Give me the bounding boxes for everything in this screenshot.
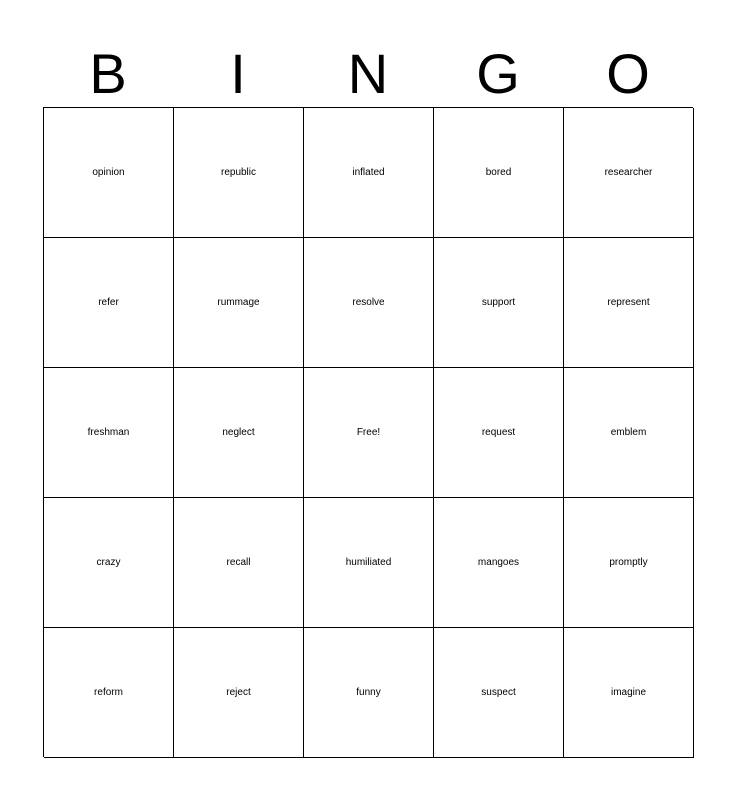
bingo-cell[interactable]: funny <box>304 628 434 758</box>
bingo-cell[interactable]: humiliated <box>304 498 434 628</box>
bingo-cell[interactable]: researcher <box>564 108 694 238</box>
bingo-cell[interactable]: freshman <box>44 368 174 498</box>
bingo-cell[interactable]: promptly <box>564 498 694 628</box>
bingo-cell[interactable]: emblem <box>564 368 694 498</box>
free-space[interactable]: Free! <box>304 368 434 498</box>
header-letter-o: O <box>606 42 650 105</box>
header-letter-i: I <box>230 42 246 105</box>
bingo-cell[interactable]: refer <box>44 238 174 368</box>
bingo-cell[interactable]: mangoes <box>434 498 564 628</box>
bingo-cell[interactable]: resolve <box>304 238 434 368</box>
bingo-cell[interactable]: request <box>434 368 564 498</box>
bingo-cell[interactable]: represent <box>564 238 694 368</box>
bingo-cell[interactable]: crazy <box>44 498 174 628</box>
header-letter-g: G <box>476 42 520 105</box>
bingo-cell[interactable]: rummage <box>174 238 304 368</box>
bingo-cell[interactable]: reform <box>44 628 174 758</box>
bingo-cell[interactable]: bored <box>434 108 564 238</box>
bingo-cell[interactable]: reject <box>174 628 304 758</box>
header-letter-b: B <box>89 42 127 105</box>
bingo-cell[interactable]: support <box>434 238 564 368</box>
bingo-cell[interactable]: recall <box>174 498 304 628</box>
bingo-cell[interactable]: suspect <box>434 628 564 758</box>
bingo-cell[interactable]: imagine <box>564 628 694 758</box>
bingo-cell[interactable]: neglect <box>174 368 304 498</box>
header-letter-n: N <box>347 42 389 105</box>
bingo-card <box>43 107 693 757</box>
bingo-cell[interactable]: opinion <box>44 108 174 238</box>
bingo-header <box>43 40 693 108</box>
bingo-cell[interactable]: republic <box>174 108 304 238</box>
bingo-cell[interactable]: inflated <box>304 108 434 238</box>
